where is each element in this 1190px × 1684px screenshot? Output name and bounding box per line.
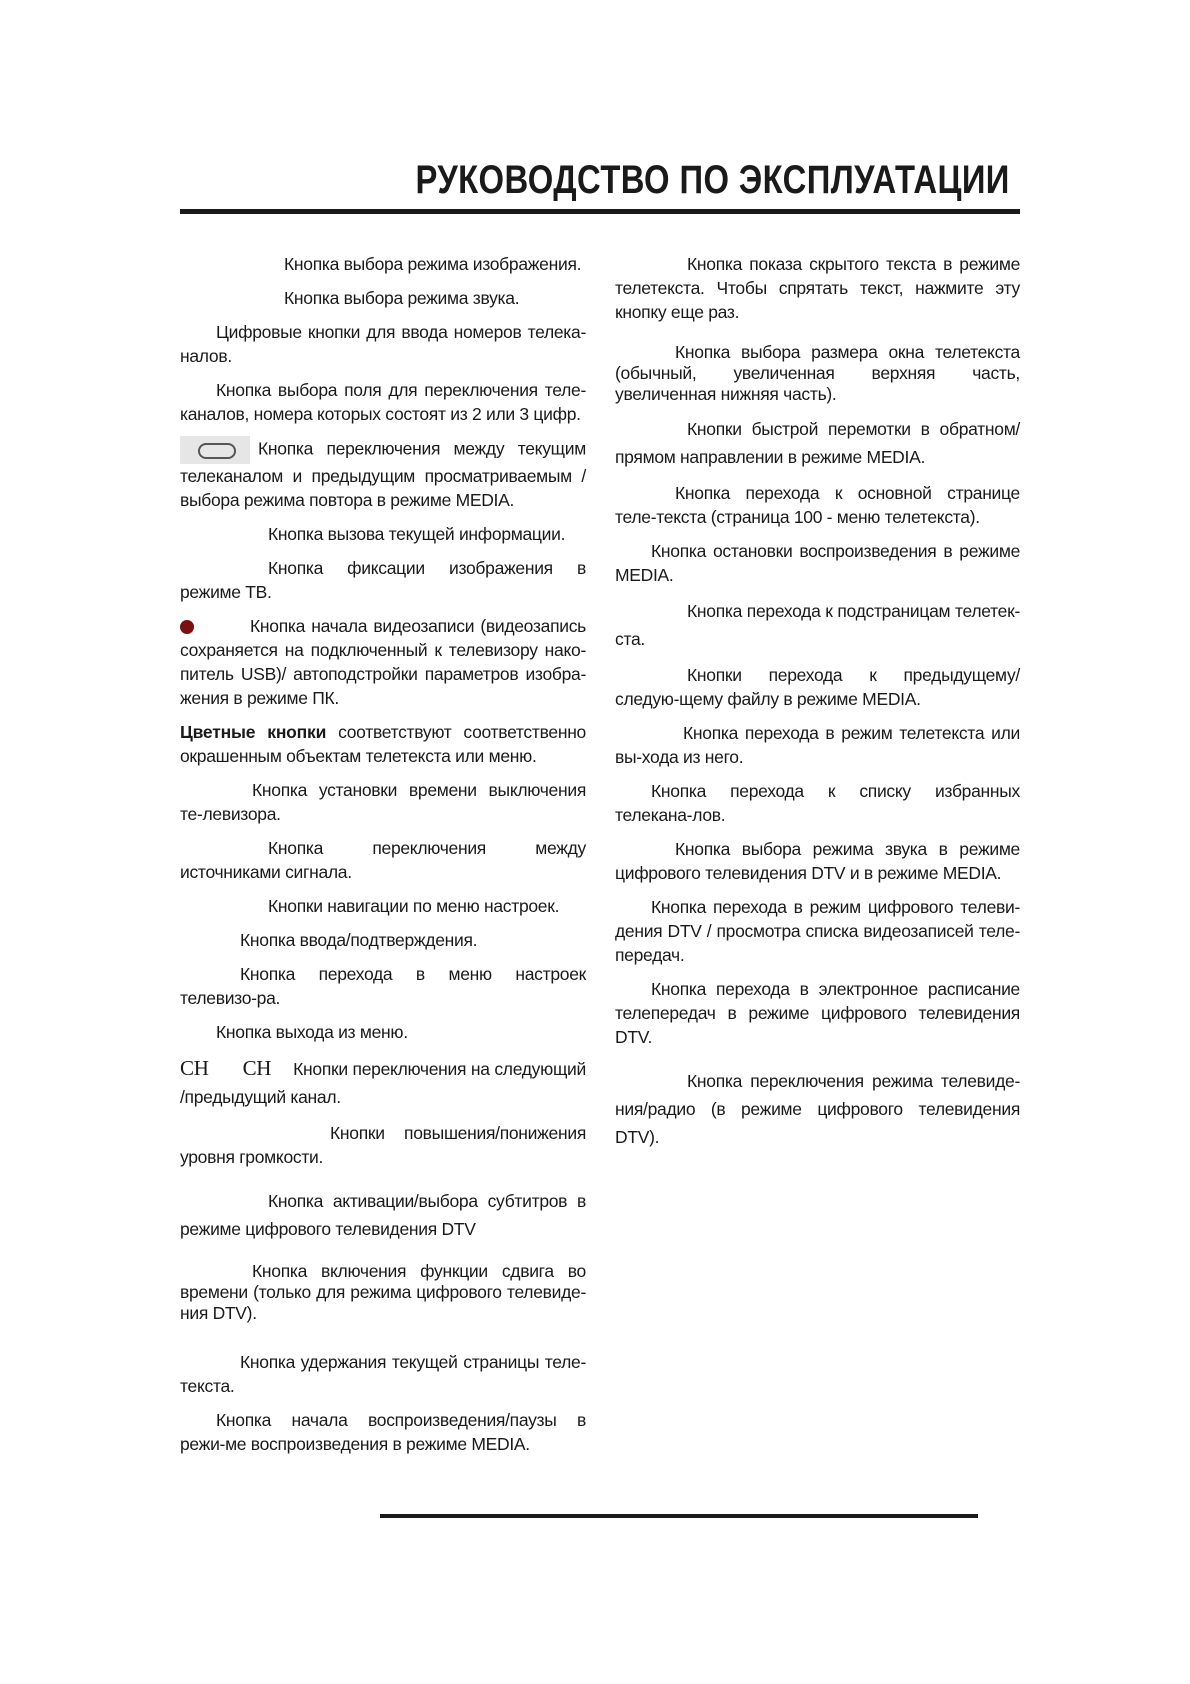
volume-text: Кнопки повышения/понижения уровня громкости. (180, 1123, 586, 1167)
ch-down-label: CH (242, 1056, 272, 1080)
color-buttons-paragraph (180, 720, 586, 768)
recall-icon (180, 436, 250, 464)
rewind-text: Кнопки быстрой перемотки в обратном/ прямом направлении в режиме MEDIA. (615, 419, 1020, 467)
record-paragraph (180, 614, 586, 710)
digit-buttons-text: Цифровые кнопки для ввода номеров телека-налов. (180, 322, 586, 366)
exit-text: Кнопка выхода из меню. (216, 1022, 408, 1042)
channel-paragraph (180, 1054, 586, 1111)
recall-text: Кнопка переключения между текущим телеканалом и предыдущим просматриваемым / выбора режима повтора в режиме MEDIA. (180, 438, 586, 510)
page-title: РУКОВОДСТВО ПО ЭКСПЛУАТАЦИИ (415, 158, 1010, 202)
header-rule (180, 209, 1020, 214)
subtitle-text: Кнопка активации/выбора субтитров в режиме цифрового телевидения DTV (180, 1191, 586, 1239)
color-buttons-text: соответствуют соответственно окрашенным объектам телетекста или меню. (180, 722, 586, 766)
sleep-text: Кнопка установки времени выключения те-левизора. (180, 780, 586, 824)
left-column (180, 252, 586, 1466)
tv-radio-text: Кнопка переключения режима телевиде-ния/радио (в режиме цифрового телевидения DTV). (615, 1071, 1020, 1147)
menu-text: Кнопка перехода в меню настроек телевизо-ра. (180, 964, 586, 1008)
dtv-list-text: Кнопка перехода в режим цифрового телеви-дения DTV / просмотра списка видеозаписей теле-передач. (615, 897, 1020, 965)
index-text: Кнопка перехода к основной странице теле-текста (страница 100 - меню телетекста). (615, 483, 1020, 527)
enter-text: Кнопка ввода/подтверждения. (240, 930, 478, 950)
timeshift-text: Кнопка включения функции сдвига во времени (только для режима цифрового телевиде-ния DTV). (180, 1261, 586, 1323)
favorites-text: Кнопка перехода к списку избранных телекана-лов. (615, 781, 1020, 825)
picture-mode-text: Кнопка выбора режима изображения. (284, 254, 582, 274)
stop-text: Кнопка остановки воспроизведения в режиме MEDIA. (615, 541, 1020, 585)
footer-rule (380, 1514, 978, 1518)
source-text: Кнопка переключения между источниками сигнала. (180, 838, 586, 882)
subpage-text: Кнопка перехода к подстраницам телетек-ста. (615, 601, 1020, 649)
color-buttons-label: Цветные кнопки (180, 722, 327, 742)
reveal-text: Кнопка показа скрытого текста в режиме телетекста. Чтобы спрятать текст, нажмите эту кнопку еще раз. (615, 254, 1020, 322)
right-column (615, 252, 1020, 1161)
record-text: Кнопка начала видеозаписи (видеозапись сохраняется на подключенный к телевизору нако-питель USB)/ автоподстройки параметров изобра-жения в режиме ПК. (180, 616, 586, 708)
hold-text: Кнопка удержания текущей страницы теле-текста. (180, 1352, 586, 1396)
teletext-text: Кнопка перехода в режим телетекста или вы-хода из него. (615, 723, 1020, 767)
ch-up-label: CH (180, 1056, 209, 1080)
digit-field-text: Кнопка выбора поля для переключения теле-каналов, номера которых состоят из 2 или 3 цифр. (180, 380, 586, 424)
play-pause-text: Кнопка начала воспроизведения/паузы в режи-ме воспроизведения в режиме MEDIA. (180, 1410, 586, 1454)
record-icon (180, 620, 194, 634)
size-text: Кнопка выбора размера окна телетекста (обычный, увеличенная верхняя часть, увеличенная нижняя часть). (615, 342, 1020, 404)
freeze-text: Кнопка фиксации изображения в режиме ТВ. (180, 558, 586, 602)
channel-text: Кнопки переключения на следующий /предыдущий канал. (180, 1059, 586, 1107)
recall-paragraph (180, 436, 586, 512)
prev-next-text: Кнопки перехода к предыдущему/ следую-щему файлу в режиме MEDIA. (615, 665, 1020, 709)
epg-text: Кнопка перехода в электронное расписание телепередач в режиме цифрового телевидения DTV. (615, 979, 1020, 1047)
navigation-text: Кнопки навигации по меню настроек. (268, 896, 560, 916)
info-text: Кнопка вызова текущей информации. (268, 524, 566, 544)
sound-mode-text: Кнопка выбора режима звука. (284, 288, 520, 308)
dtv-sound-text: Кнопка выбора режима звука в режиме цифрового телевидения DTV и в режиме MEDIA. (615, 839, 1020, 883)
